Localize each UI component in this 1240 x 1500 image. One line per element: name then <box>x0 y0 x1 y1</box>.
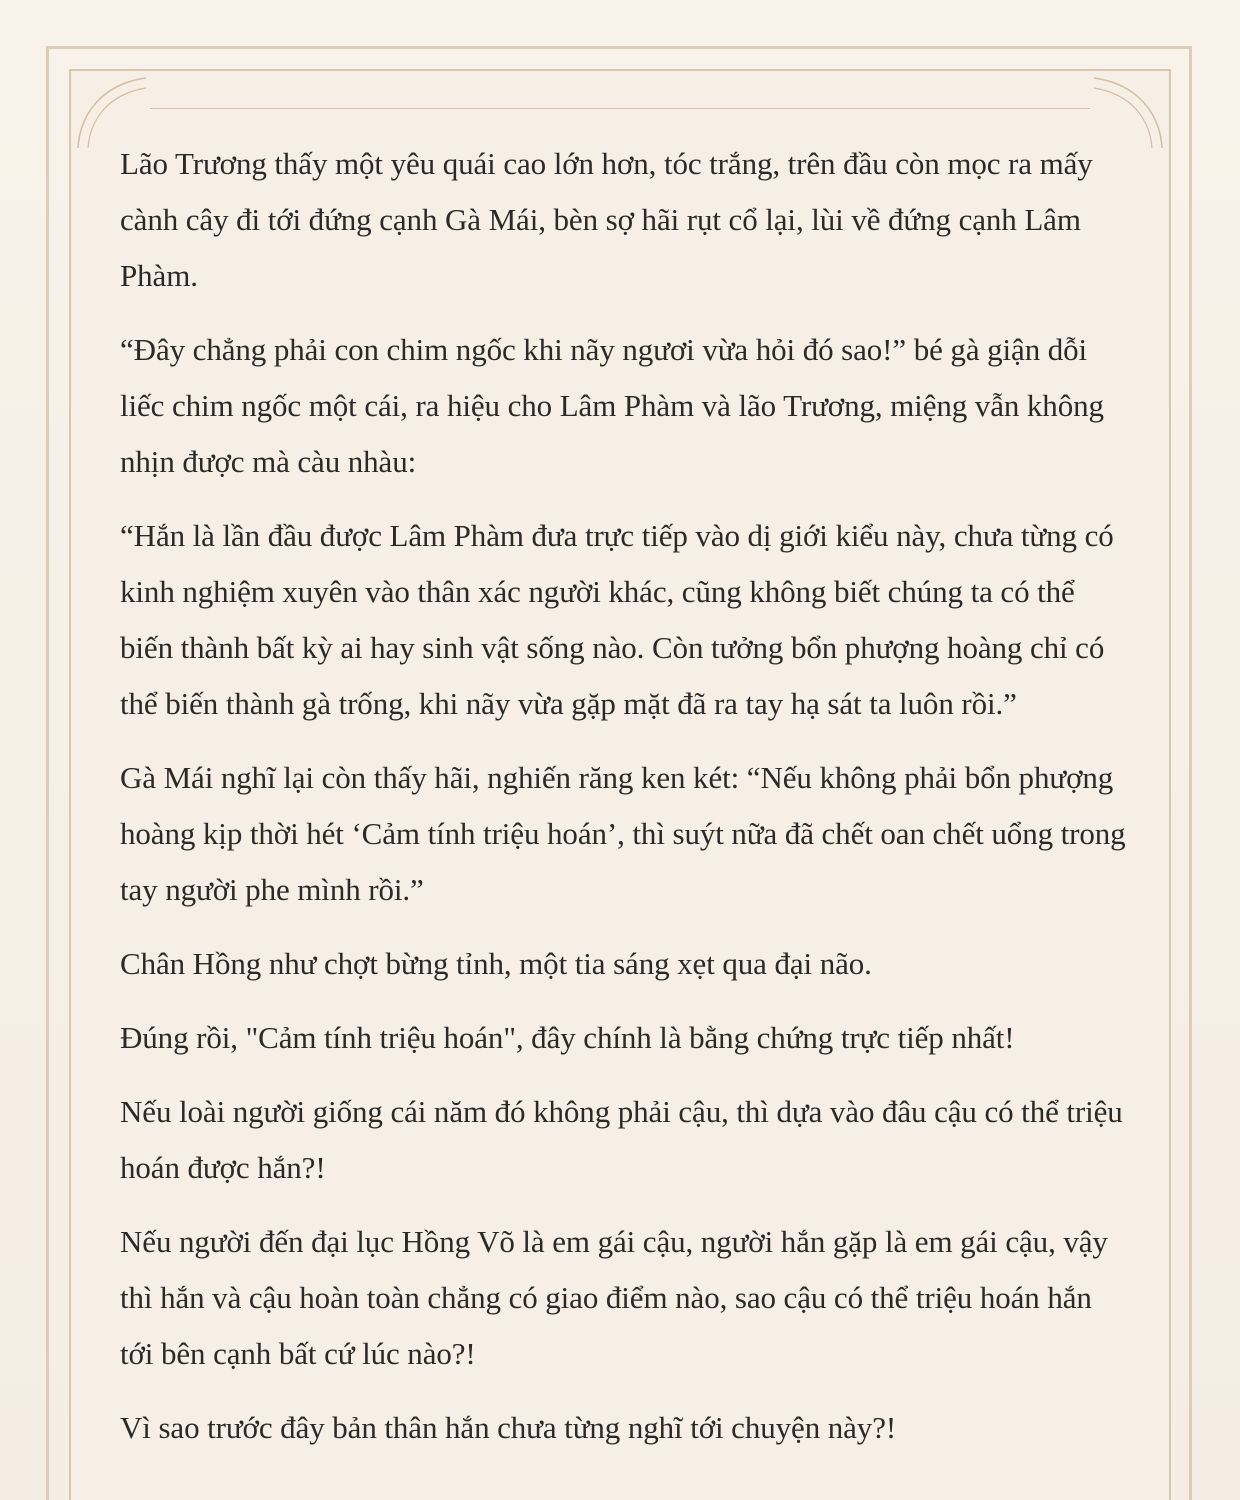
paragraph: “Đây chẳng phải con chim ngốc khi nãy ngươi vừa hỏi đó sao!” bé gà giận dỗi liếc chim ngốc một cái, ra hiệu cho Lâm Phàm và lão Trương, miệng vẫn không nhịn được mà càu nhàu: <box>120 332 1104 479</box>
paragraph: Nếu người đến đại lục Hồng Võ là em gái cậu, người hắn gặp là em gái cậu, vậy thì hắn và cậu hoàn toàn chẳng có giao điểm nào, sao cậu có thể triệu hoán hắn tới bên cạnh bất cứ lúc nào?! <box>120 1224 1108 1371</box>
paragraph: Gà Mái nghĩ lại còn thấy hãi, nghiến răng ken két: “Nếu không phải bổn phượng hoàng kịp thời hét ‘Cảm tính triệu hoán’, thì suýt nữa đã chết oan chết uổng trong tay người phe mình rồi.” <box>120 760 1126 907</box>
header-divider <box>150 108 1090 109</box>
paragraph: Vì sao trước đây bản thân hắn chưa từng nghĩ tới chuyện này?! <box>120 1410 897 1445</box>
paragraph: “Hắn là lần đầu được Lâm Phàm đưa trực tiếp vào dị giới kiểu này, chưa từng có kinh nghiệm xuyên vào thân xác người khác, cũng không biết chúng ta có thể biến thành bất kỳ ai hay sinh vật sống nào. Còn tưởng bổn phượng hoàng chỉ có thể biến thành gà trống, khi nãy vừa gặp mặt đã ra tay hạ sát ta luôn rồi.” <box>120 518 1114 721</box>
paragraph: Đúng rồi, "Cảm tính triệu hoán", đây chính là bằng chứng trực tiếp nhất! <box>120 1020 1015 1055</box>
paragraph: Chân Hồng như chợt bừng tỉnh, một tia sáng xẹt qua đại não. <box>120 946 872 981</box>
paragraph: Nếu loài người giống cái năm đó không phải cậu, thì dựa vào đâu cậu có thể triệu hoán được hắn?! <box>120 1094 1123 1185</box>
chapter-text <box>120 136 1130 1474</box>
paragraph: Lão Trương thấy một yêu quái cao lớn hơn, tóc trắng, trên đầu còn mọc ra mấy cành cây đi tới đứng cạnh Gà Mái, bèn sợ hãi rụt cổ lại, lùi về đứng cạnh Lâm Phàm. <box>120 146 1093 293</box>
